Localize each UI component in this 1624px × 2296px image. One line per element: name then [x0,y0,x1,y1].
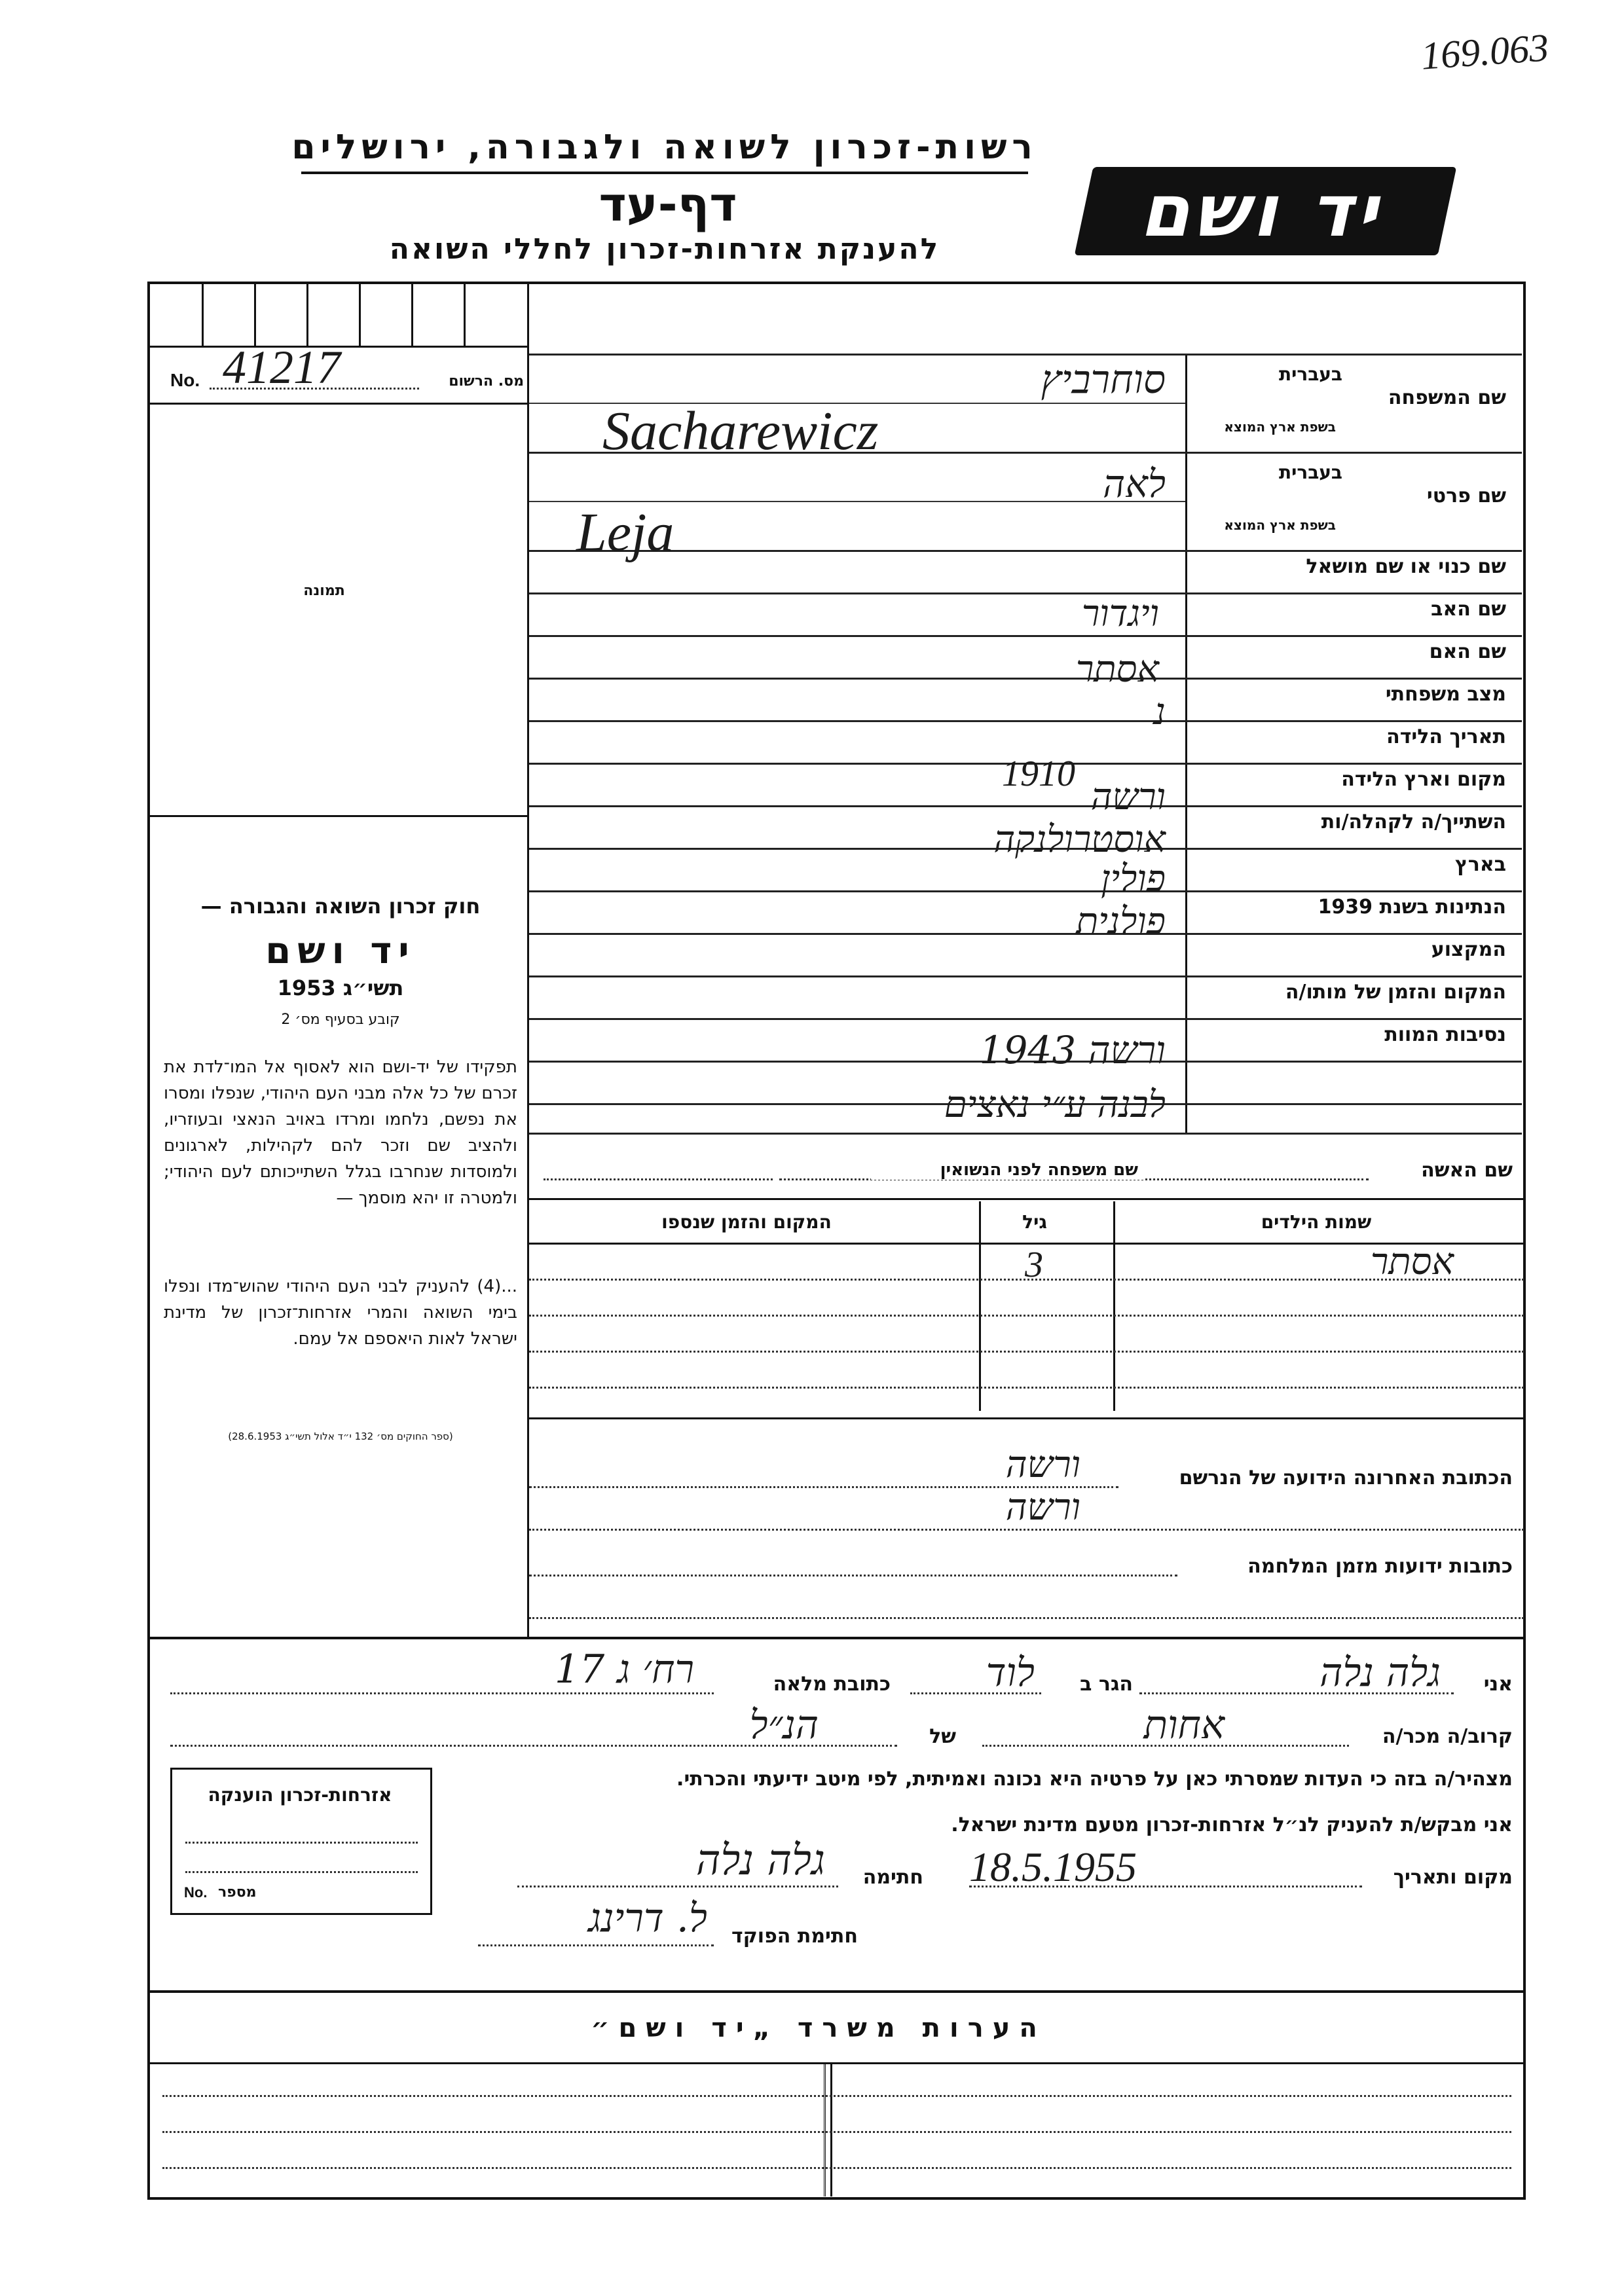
row-line [529,1133,1522,1135]
declaration-top-line [149,1637,1524,1639]
row-line [529,354,1522,355]
of-label: של [929,1725,956,1748]
father-name-value[interactable]: ויגדור [1081,592,1159,635]
country-label: בארץ [1454,853,1506,876]
lives-in-value[interactable]: לוד [986,1650,1035,1696]
citizenship-granted-box [170,1768,432,1915]
community-label: השתייך/ה לקהלה/ות [1321,811,1506,833]
organization-line: רשות-זכרון לשואה ולגבורה, ירושלים [291,128,1038,167]
last-address-line-2 [529,1529,1524,1531]
place-date-label: מקום ותאריך [1393,1866,1513,1889]
birth-place-value[interactable]: ורשה [1090,776,1166,818]
first-name-label: שם פרטי [1426,484,1506,507]
children-header-age: גיל [1022,1211,1047,1233]
country-value[interactable]: פולין [1101,858,1166,900]
relative-label: קרוב/ה מכר/ה [1382,1725,1513,1748]
family-name-native-label: בשפת ארץ המוצא [1224,419,1336,435]
header-underline [301,172,1028,174]
children-header-name: שמות הילדים [1261,1211,1372,1233]
photo-label: תמונה [303,583,345,599]
law-name: יד ושם [265,930,416,972]
wife-label: שם האשה [1421,1159,1513,1182]
full-address-label: כתובת מלאה [773,1673,891,1696]
lives-in-label: הגר ב [1080,1673,1133,1696]
death-place-label: המקום והזמן של מותו/ה [1285,981,1506,1004]
photo-top-line [149,403,527,405]
officer-signature-label: חתימת הפוקד [731,1925,858,1948]
mother-name-label: שם האם [1429,640,1506,663]
stamp-box-no-label: No. [184,1884,208,1901]
row-line [529,975,1522,977]
declarant-i-label: אני [1483,1673,1513,1696]
father-name-label: שם האב [1431,598,1506,621]
signature-label: חתימה [862,1866,923,1889]
death-place-value[interactable]: ורשה 1943 [979,1028,1166,1072]
stamp-box-title: אזרחות-זכרון הוענקה [208,1784,392,1806]
law-paragraph-2: ...(4) להעניק לבני העם היהודי שהוש־מדו ונפלו בימי השואה והמרי אזרחות־זכרון של מדינת ישראל לאות היאספם אל עמם. [164,1277,517,1349]
nickname-label: שם כנוי או שם מושאל [1306,555,1506,578]
citizenship-label: הנתינות בשנת 1939 [1318,896,1506,919]
community-value[interactable]: אוסטרולנקה [993,818,1166,861]
children-bottom-line [529,1417,1524,1419]
law-section: קובע בסעיף מס׳ 2 [281,1011,400,1028]
column-divider [527,282,529,1637]
birth-date-value[interactable]: 1910 [1002,754,1075,794]
first-name-hebrew-label: בעברית [1278,462,1342,483]
relative-value[interactable]: אחות [1143,1702,1225,1748]
office-notes-title: הערות משרד „יד ושם״ [591,2013,1046,2043]
law-source: (ספר החוקים מס׳ 132 י״ד אלול תשי״ג 28.6.1953) [228,1430,453,1442]
archive-number: 169.063 [1419,26,1551,78]
children-header-place: המקום והזמן שנספו [661,1211,832,1233]
first-name-native-value[interactable]: Leja [576,502,674,563]
death-circumstances-value[interactable]: לבנה ע״י נאצים [944,1084,1166,1126]
registration-label: מס. הרשום [449,373,524,390]
declaration-request: אני מבקש/ת להעניק לנ״ל אזרחות-זכרון מטעם מדינת ישראל. [951,1813,1513,1836]
family-name-label: שם המשפחה [1388,386,1506,409]
wife-maiden-line [544,1178,773,1180]
marital-status-label: מצב משפחתי [1385,683,1506,706]
law-year: תשי״ג 1953 [277,975,404,1000]
law-paragraph-1: תפקידו של יד-ושם הוא לאסוף אל המו־לדת את זכרם של כל אלה מבני העם היהודי, שנפלו ומסרו את נפשם, נלחמו ומרדו באויב הנאצי ובעוזריו, ולהציב שם וזכר להם לקהילות, לארגונים ולמוסדות שנחרבו בגלל השתייכותם לעם היהודי; ולמטרה זו יהא מוסמך — [164,1057,517,1208]
first-name-native-label: בשפת ארץ המוצא [1224,517,1336,533]
war-address-line-2 [529,1617,1524,1619]
signature-line [517,1886,838,1887]
full-address-value[interactable]: רח׳ ג 17 [554,1647,694,1692]
marital-status-value[interactable]: נ [1153,691,1166,733]
officer-signature-value[interactable]: ל. דרינג [588,1895,707,1941]
child-name[interactable]: אסתר [1370,1241,1454,1283]
of-value[interactable]: הנ״ל [749,1702,819,1748]
form-title: דף-עד [599,177,737,232]
family-name-native-value[interactable]: Sacharewicz [602,401,879,462]
war-address-value[interactable]: ורשה [1005,1486,1080,1529]
law-title: חוק זכרון השואה והגבורה — [200,894,481,919]
birth-date-label: תאריך הלידה [1386,725,1506,748]
child-age[interactable]: 3 [1025,1245,1043,1285]
notes-lines [149,2062,1524,2196]
family-name-hebrew-label: בעברית [1278,363,1342,385]
registration-no-label: No. [170,370,200,390]
wife-maiden-label: שם משפחה לפני הנשואין [871,1160,1143,1180]
full-address-line [170,1692,714,1694]
form-subtitle: להענקת אזרחות-זכרון לחללי השואה [389,232,940,266]
last-address-label: הכתובת האחרונה הידועה של הנרשם [1179,1467,1513,1489]
last-address-value[interactable]: ורשה [1005,1444,1080,1486]
death-circumstances-label: נסיבות המוות [1384,1023,1506,1046]
family-name-hebrew-value[interactable]: סוחרביץ [1041,357,1166,403]
war-address-line [529,1575,1177,1576]
declarant-name-value[interactable]: גלה נלה [1320,1650,1441,1696]
officer-signature-line [478,1944,714,1946]
war-address-label: כתובות ידועות מזמן המלחמה [1247,1555,1513,1578]
stamp-box-number-label: מספר [218,1884,257,1901]
declaration-statement: מצהיר/ה בזה כי העדות שמסרתי כאן על פרטיה היא נכונה ואמיתית, לפי מיטב ידיעתי והכרתי. [676,1768,1513,1791]
registration-boxes [149,283,527,346]
occupation-label: המקצוע [1431,938,1506,961]
citizenship-value[interactable]: פולנית [1076,900,1166,943]
registration-value: 41217 [223,341,341,393]
label-divider [1185,354,1187,1133]
birth-place-label: מקום וארץ הלידה [1341,768,1506,791]
row-line [529,1018,1522,1020]
photo-bottom-line [149,815,527,817]
signature-value[interactable]: גלה נלה [695,1836,825,1885]
mother-name-value[interactable]: אסתר [1075,648,1159,691]
notes-top-line [149,1990,1524,1993]
row-line [529,635,1522,637]
row-line [529,550,1522,552]
wife-bottom-line [529,1198,1524,1200]
first-name-hebrew-value[interactable]: לאה [1103,462,1166,506]
place-date-value[interactable]: 18.5.1955 [969,1844,1137,1890]
yad-vashem-logo: יד ושם [1075,167,1457,255]
